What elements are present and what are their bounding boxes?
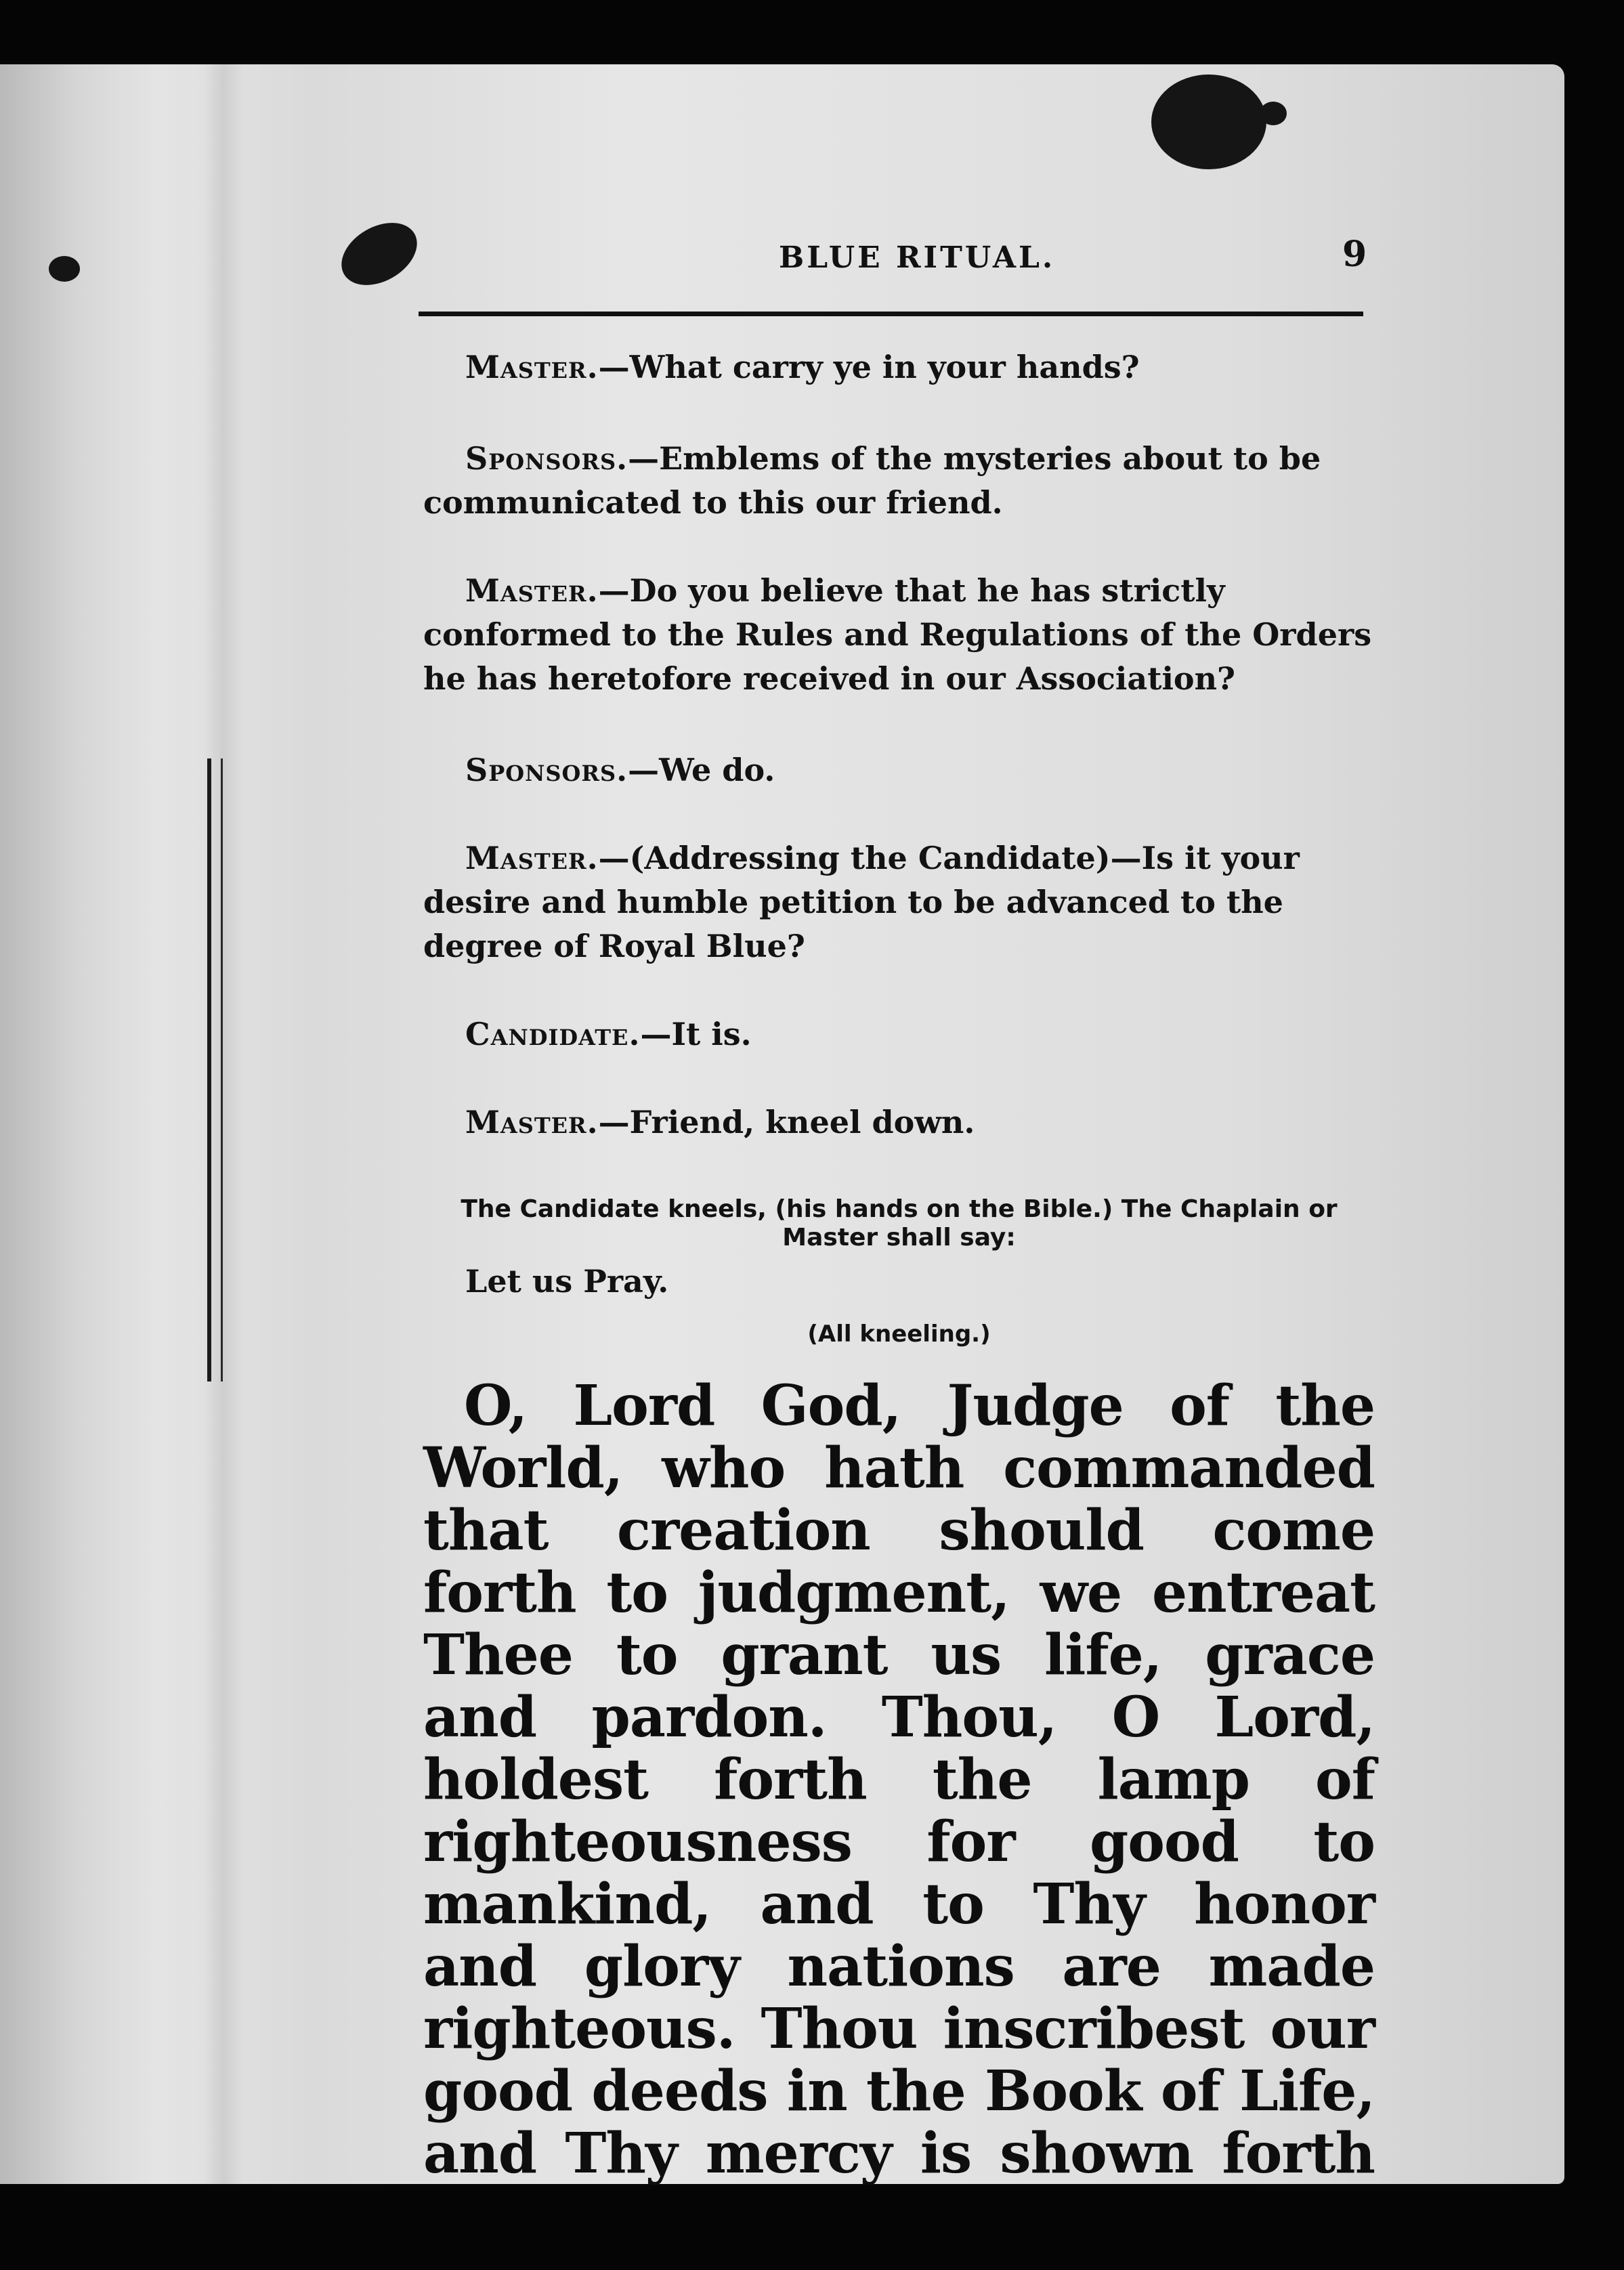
speaker-label: Master. <box>465 840 599 876</box>
running-head-title: BLUE RITUAL. <box>779 240 1056 275</box>
let-us-pray-text: Let us Pray. <box>465 1263 669 1300</box>
speaker-label: Master. <box>465 572 599 609</box>
dialogue-text: —We do. <box>628 752 775 788</box>
page-number: 9 <box>1342 234 1367 275</box>
speaker-label: Master. <box>465 1104 599 1140</box>
dialogue-text: —It is. <box>640 1016 752 1052</box>
dialogue-line <box>423 569 1375 701</box>
speaker-label: Candidate. <box>465 1016 641 1052</box>
speaker-label: Sponsors. <box>465 440 628 477</box>
binding-crease <box>207 758 223 1382</box>
let-us-pray <box>423 1260 1375 1304</box>
header-rule <box>419 312 1363 316</box>
dialogue-text: —Friend, kneel down. <box>598 1104 975 1140</box>
ink-blot-top-right <box>1151 74 1266 169</box>
ink-blot-margin-left <box>49 256 80 282</box>
dialogue-text: —Do you believe that he has strictly conformed to the Rules and Regulations of the Orders he has heretofore received in our Association? <box>423 572 1372 697</box>
dialogue-text: —(Addressing the Candidate)—Is it your desire and humble petition to be advanced to the degree of Royal Blue? <box>423 840 1300 964</box>
dialogue-line <box>423 748 1375 792</box>
dialogue-line <box>423 437 1375 525</box>
speaker-label: Master. <box>465 349 599 385</box>
speaker-label: Sponsors. <box>465 752 628 788</box>
prayer-text: O, Lord God, Judge of the World, who hath commanded that creation should come forth to judgment, we entreat Thee to grant us life, grace and pardon. Thou, O Lord, holdest forth the lamp of righteousness for good to mankind, and to Thy honor and glory nations are made righteous. Thou inscribest our good deeds in the Book of Life, and Thy mercy is shown forth <box>423 1373 1375 2186</box>
dialogue-text: —What carry ye in your hands? <box>598 349 1140 385</box>
dialogue-line <box>423 1012 1375 1056</box>
dialogue-line <box>423 345 1375 389</box>
dialogue-line <box>423 836 1375 968</box>
dialogue-text: —Emblems of the mysteries about to be communicated to this our friend. <box>423 440 1321 521</box>
ink-blot-top-right-small <box>1260 102 1287 125</box>
rubric-instruction: The Candidate kneels, (his hands on the Bible.) The Chaplain or Master shall say: <box>461 1195 1338 1251</box>
all-kneeling-rubric: (All kneeling.) <box>807 1321 991 1348</box>
dialogue-line <box>423 1100 1375 1144</box>
